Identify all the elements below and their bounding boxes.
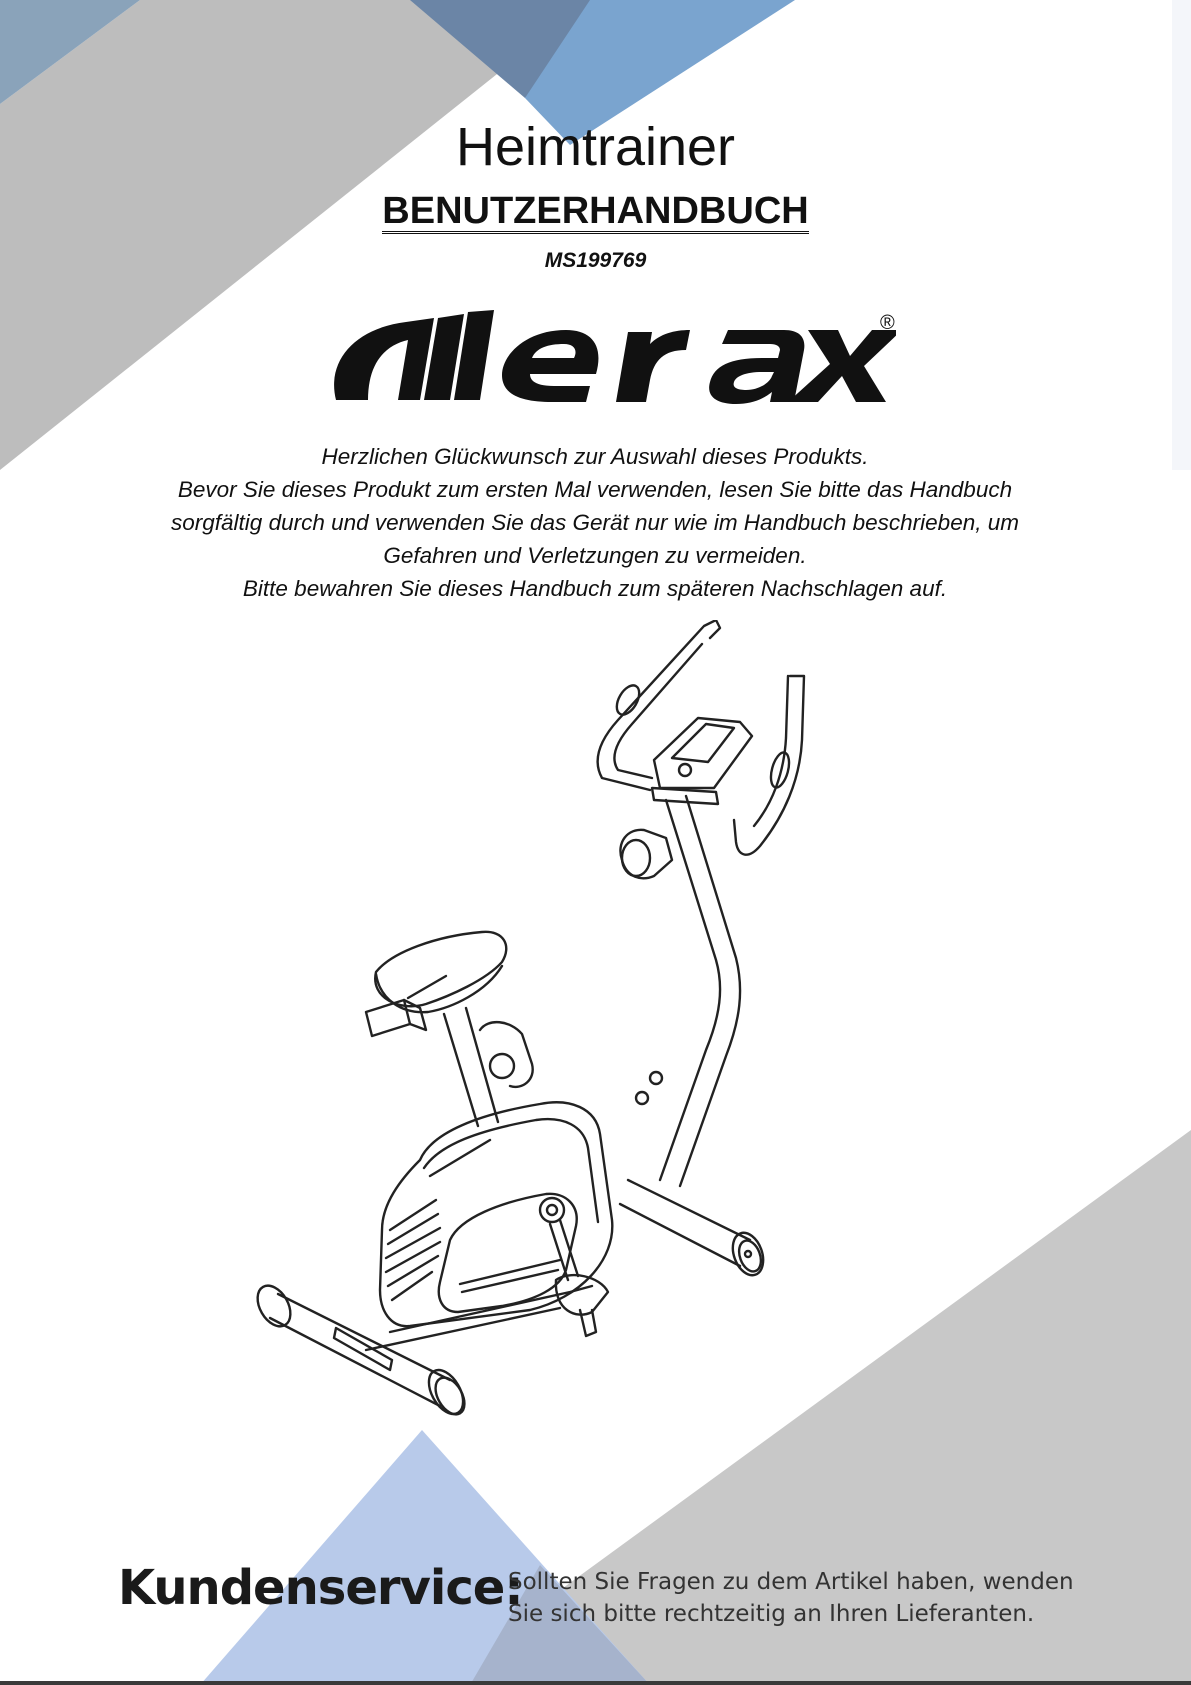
document-title: Heimtrainer	[455, 117, 736, 177]
intro-line-4: Gefahren und Verletzungen zu vermeiden.	[383, 543, 807, 568]
customer-service-line-1: Sollten Sie Fragen zu dem Artikel haben, wenden	[508, 1569, 1074, 1595]
customer-service-label: Kundenservice:	[118, 1560, 523, 1616]
exercise-bike-illustration	[240, 620, 840, 1550]
intro-paragraph	[110, 440, 1080, 605]
intro-line-5: Bitte bewahren Sie dieses Handbuch zum späteren Nachschlagen auf.	[242, 576, 948, 601]
intro-line-3: sorgfältig durch und verwenden Sie das Gerät nur wie im Handbuch beschrieben, um	[171, 510, 1019, 535]
customer-service-text	[508, 1566, 1128, 1630]
registered-mark: ®	[880, 312, 895, 334]
merax-logo	[316, 300, 896, 410]
model-number: MS199769	[544, 249, 647, 272]
bottom-edge-line	[0, 1681, 1191, 1685]
top-right-edge	[1172, 0, 1191, 470]
document-subtitle	[0, 188, 1191, 234]
intro-line-1: Herzlichen Glückwunsch zur Auswahl dieses Produkts.	[321, 444, 869, 469]
customer-service-line-2: Sie sich bitte rechtzeitig an Ihren Lieferanten.	[508, 1601, 1035, 1627]
intro-line-2: Bevor Sie dieses Produkt zum ersten Mal verwenden, lesen Sie bitte das Handbuch	[177, 477, 1013, 502]
document-subtitle-text: BENUTZERHANDBUCH	[382, 190, 809, 232]
